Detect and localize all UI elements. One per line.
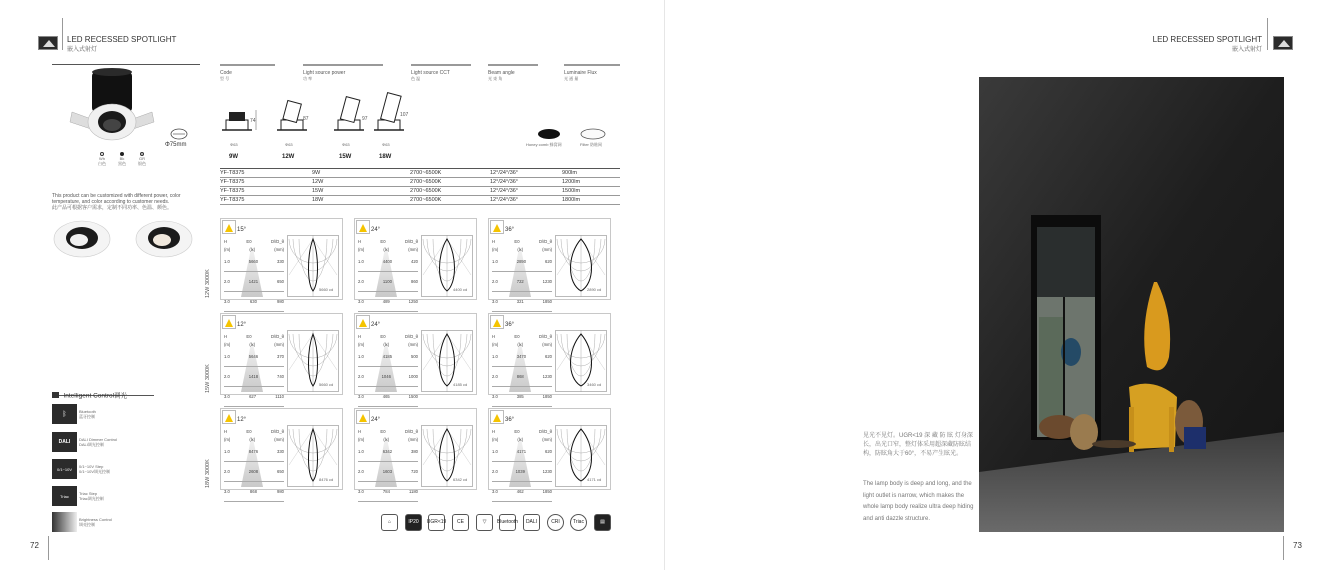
beam-angle: 36° [505, 322, 515, 328]
bluetooth-cert-icon: Bluetooth [499, 514, 516, 531]
table-row: YF-T8375 9W 2700~6500K 12°/24°/36° 900lm [220, 169, 620, 178]
illuminance-grid: H E0 D\/D_θ (m) (lx) (mm) 1.0 5660 330 2.0 1421 650 3.0 630 980 [224, 237, 284, 312]
peak-intensity: 3460 cd [587, 382, 602, 387]
peak-intensity: 5660 cd [319, 382, 334, 387]
drawing-12w-lamp-icon [275, 92, 325, 142]
dali-cert-icon: DALI [523, 514, 540, 531]
dimmer-0-10v-icon: 0/1~10V [52, 459, 77, 479]
illuminance-grid: H E0 D\/D_θ (m) (lx) (mm) 1.0 4400 420 2.0 1100 860 3.0 489 1250 [358, 237, 418, 312]
photometric-panel [354, 313, 477, 399]
beam-angle: 24° [371, 227, 381, 233]
spec-header-cct: Light source CCT 色 温 [411, 64, 471, 81]
illuminance-grid: H E0 D\/D_θ (m) (lx) (mm) 1.0 4185 500 2.0 1046 1000 3.0 465 1500 [358, 332, 418, 407]
illuminance-grid: H E0 D\/D_θ (m) (lx) (mm) 1.0 3470 620 2.0 868 1230 3.0 385 1850 [492, 332, 552, 407]
control-title: Intelligent Control调光 [63, 392, 128, 400]
beam-icon [222, 410, 236, 424]
beam-angle: 36° [505, 227, 515, 233]
peak-intensity: 5660 cd [319, 287, 334, 292]
table-row: YF-T8375 18W 2700~6500K 12°/24°/36° 1800lm [220, 196, 620, 205]
table-row: YF-T8375 15W 2700~6500K 12°/24°/36° 1500lm [220, 187, 620, 196]
peak-intensity: 8476 cd [319, 477, 334, 482]
dali-icon: DALI [52, 432, 77, 452]
beam-icon [356, 315, 370, 329]
triac-icon: Triac [52, 486, 77, 506]
filter-label: Filter 防眩网 [580, 142, 602, 147]
photometric-panel [488, 313, 611, 399]
drawing-18w-lamp-icon [372, 92, 422, 142]
diameter-label: Φ75mm [165, 142, 187, 148]
header-divider [62, 18, 63, 50]
interior-scene [979, 77, 1284, 532]
beam-icon [222, 315, 236, 329]
color-options [98, 152, 146, 166]
photometric-row-label: 15W 3000K [205, 364, 211, 393]
drawing-18w: 107 Φ63 18W [372, 92, 422, 164]
drawing-9w: 74 Φ63 9W [220, 92, 270, 164]
brand-logo [1273, 36, 1293, 50]
beam-icon [356, 410, 370, 424]
beam-icon [490, 315, 504, 329]
footer-divider [1283, 536, 1284, 560]
peak-intensity: 4171 cd [587, 477, 602, 482]
honeycomb-label: Honey comb 蜂窝网 [526, 142, 562, 147]
photometric-row-label: 12W 3000K [205, 269, 211, 298]
beam-icon [490, 410, 504, 424]
photometric-panel [354, 218, 477, 304]
drawing-15w: 97 Φ63 15W [332, 92, 382, 164]
photometric-panel [354, 408, 477, 494]
photometric-panel [220, 218, 343, 304]
custom-note-en: This product can be customized with different power, color temperature, and color according to customer needs. [52, 193, 181, 205]
illuminance-grid: H E0 D\/D_θ (m) (lx) (mm) 1.0 6342 380 2.0 1603 720 3.0 784 1180 [358, 427, 418, 502]
photometric-panel [220, 408, 343, 494]
footer-divider [48, 536, 49, 560]
beam-angle: 24° [371, 322, 381, 328]
spec-header-flux: Luminaire Flux 光 通 量 [564, 64, 620, 81]
peak-intensity: 4400 cd [453, 287, 468, 292]
control-triac: Triac Triac Step Triac调光控制 [52, 486, 104, 506]
illuminance-grid: H E0 D\/D_θ (m) (lx) (mm) 1.0 2890 620 2.0 722 1230 3.0 321 1850 [492, 237, 552, 312]
triac-cert-icon: Triac [570, 514, 587, 531]
peak-intensity: 4185 cd [453, 382, 468, 387]
header-title-cn: 嵌入式射灯 [67, 47, 98, 53]
control-dali: DALI DALI Dimmer Control DALI调光控制 [52, 432, 117, 452]
color-option-silver: GR 银色 [138, 152, 146, 166]
illuminance-grid: H E0 D\/D_θ (m) (lx) (mm) 1.0 5646 370 2.0 1418 740 3.0 627 1110 [224, 332, 284, 407]
drawing-12w: 87 Φ63 12W [275, 92, 325, 164]
spec-table [220, 168, 620, 205]
bluetooth-icon: ᛒ [52, 404, 77, 424]
illuminance-grid: H E0 D\/D_θ (m) (lx) (mm) 1.0 8476 330 2.0 2608 650 3.0 868 980 [224, 427, 284, 502]
custom-note-cn: 此产品可根据客户需求，定制不同功率、色温、颜色。 [52, 205, 173, 211]
color-option-black: Bk 黑色 [118, 152, 126, 166]
spec-header-beam: Beam angle 光 束 角 [488, 64, 538, 81]
photometric-panel [220, 313, 343, 399]
beam-angle: 36° [505, 417, 515, 423]
peak-intensity: 6342 cd [453, 477, 468, 482]
header-title-cn: 嵌入式射灯 [1231, 47, 1262, 53]
triangle-mark-icon: ▽ [476, 514, 493, 531]
photometric-panel [488, 408, 611, 494]
header-title-en: LED RECESSED SPOTLIGHT [1152, 35, 1262, 44]
spec-header-power: Light source power 功 率 [303, 64, 383, 81]
control-0-10v: 0/1~10V 0/1~10V Step 0/1~10V调光控制 [52, 459, 110, 479]
beam-angle: 15° [237, 227, 247, 233]
ugr-icon: UGR<19 [428, 514, 445, 531]
accessory-icons [538, 127, 608, 141]
page-number: 73 [1293, 541, 1302, 550]
header-title-en: LED RECESSED SPOTLIGHT [67, 35, 177, 44]
control-square-icon [52, 392, 59, 398]
control-bluetooth: ᛒ Bluetooth 蓝牙控制 [52, 404, 96, 424]
caption-cn: 见光不见灯。UGR<19 深 藏 防 眩 灯身深长，出光口窄，整灯体采用超深藏防眩结构，防眩角大于60°，不易产生眩光。 [863, 433, 973, 457]
table-row: YF-T8375 12W 2700~6500K 12°/24°/36° 1200lm [220, 178, 620, 187]
photometric-panel [488, 218, 611, 304]
caption-en: The lamp body is deep and long, and the light outlet is narrow, which makes the whole lamp body realize ultra deep hiding and anti dazzle structure. [863, 481, 974, 522]
diameter-icon [170, 128, 188, 140]
brightness-gradient-icon [52, 512, 77, 532]
product-photo [62, 64, 162, 154]
peak-intensity: 2890 cd [587, 287, 602, 292]
ip20-icon: IP20 [405, 514, 422, 531]
ce-icon: CE [452, 514, 469, 531]
control-header [52, 386, 154, 400]
cri-icon: CRI [547, 514, 564, 531]
brand-logo [38, 36, 58, 50]
indoor-use-icon: ⌂ [381, 514, 398, 531]
illuminance-grid: H E0 D\/D_θ (m) (lx) (mm) 1.0 4171 620 2.0 1039 1230 3.0 462 1850 [492, 427, 552, 502]
beam-angle: 24° [371, 417, 381, 423]
driver-icon: ▤ [594, 514, 611, 531]
spec-header-code: Code 型 号 [220, 64, 275, 81]
control-brightness: Brightness Control 调亮控制 [52, 512, 112, 532]
photometric-row-label: 18W 3000K [205, 459, 211, 488]
beam-angle: 12° [237, 417, 247, 423]
beam-icon [490, 220, 504, 234]
page-number: 72 [30, 541, 39, 550]
interior-photo [979, 77, 1284, 532]
drawing-9w-lamp-icon [220, 92, 270, 142]
dimension-drawings [220, 92, 420, 164]
beam-icon [222, 220, 236, 234]
color-option-white: Wh 白色 [98, 152, 106, 166]
header-divider [1267, 18, 1268, 50]
variant-photos [52, 218, 197, 260]
beam-angle: 12° [237, 322, 247, 328]
beam-icon [356, 220, 370, 234]
